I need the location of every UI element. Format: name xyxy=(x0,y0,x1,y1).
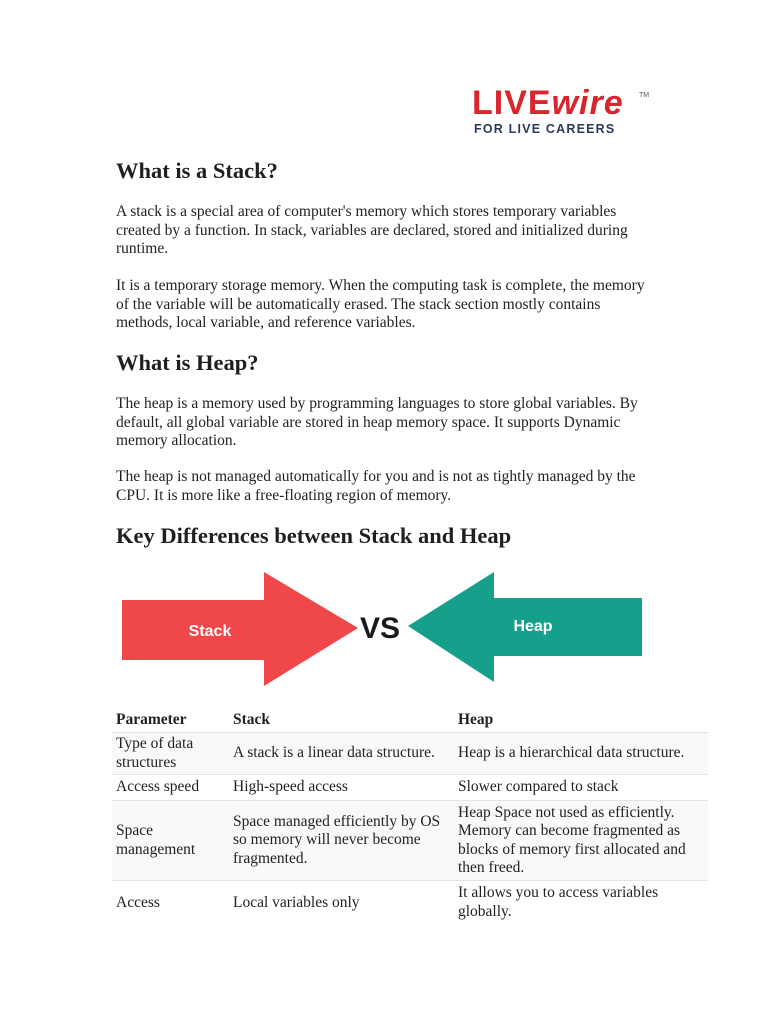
table-row xyxy=(112,733,708,775)
header-stack: Stack xyxy=(233,710,271,728)
cell-parameter: Space management xyxy=(112,801,229,881)
stack-heading: What is a Stack? xyxy=(116,158,278,183)
logo-live-text: LIVE xyxy=(472,84,552,122)
stack-arrow-label: Stack xyxy=(188,623,232,640)
heap-arrow-label: Heap xyxy=(513,618,553,635)
stack-vs-heap-graphic xyxy=(118,568,646,692)
differences-heading: Key Differences between Stack and Heap xyxy=(116,523,512,548)
livewire-logo xyxy=(472,86,652,138)
logo-tagline: FOR LIVE CAREERS xyxy=(474,122,616,136)
table-header-row xyxy=(112,708,708,733)
table-row xyxy=(112,801,708,881)
cell-stack: Space managed efficiently by OS so memory will never become fragmented. xyxy=(229,801,454,881)
cell-heap: It allows you to access variables globally. xyxy=(454,881,708,925)
stack-paragraph-1: A stack is a special area of computer's memory which stores temporary variables created by a function. In stack, variables are declared, stored and initialized during runtime. xyxy=(116,203,628,258)
logo-trademark: TM xyxy=(639,92,650,99)
header-parameter: Parameter xyxy=(116,710,187,728)
stack-paragraph-2: It is a temporary storage memory. When the computing task is complete, the memory of the variable will be automatically erased. The stack section mostly contains methods, local variable, and reference variables. xyxy=(116,277,645,332)
cell-parameter: Access xyxy=(112,881,229,925)
cell-stack: High-speed access xyxy=(229,775,454,801)
vs-label: VS xyxy=(359,612,401,645)
table-row xyxy=(112,881,708,925)
cell-heap: Heap is a hierarchical data structure. xyxy=(454,733,708,775)
stack-arrow xyxy=(122,572,358,686)
logo-wire-text: wire xyxy=(551,84,624,122)
cell-stack: A stack is a linear data structure. xyxy=(229,733,454,775)
heap-paragraph-2: The heap is not managed automatically for you and is not as tightly managed by the CPU. It is more like a free-floating region of memory. xyxy=(116,468,636,504)
cell-parameter: Access speed xyxy=(112,775,229,801)
cell-heap: Slower compared to stack xyxy=(454,775,708,801)
table-row xyxy=(112,775,708,801)
cell-stack: Local variables only xyxy=(229,881,454,925)
heap-paragraph-1: The heap is a memory used by programming languages to store global variables. By default, all global variable are stored in heap memory space. It supports Dynamic memory allocation. xyxy=(116,395,638,450)
header-heap: Heap xyxy=(458,710,494,728)
cell-parameter: Type of data structures xyxy=(112,733,229,775)
heap-heading: What is Heap? xyxy=(116,350,259,375)
comparison-table xyxy=(112,708,708,925)
cell-heap: Heap Space not used as efficiently. Memory can become fragmented as blocks of memory first allocated and then freed. xyxy=(454,801,708,881)
